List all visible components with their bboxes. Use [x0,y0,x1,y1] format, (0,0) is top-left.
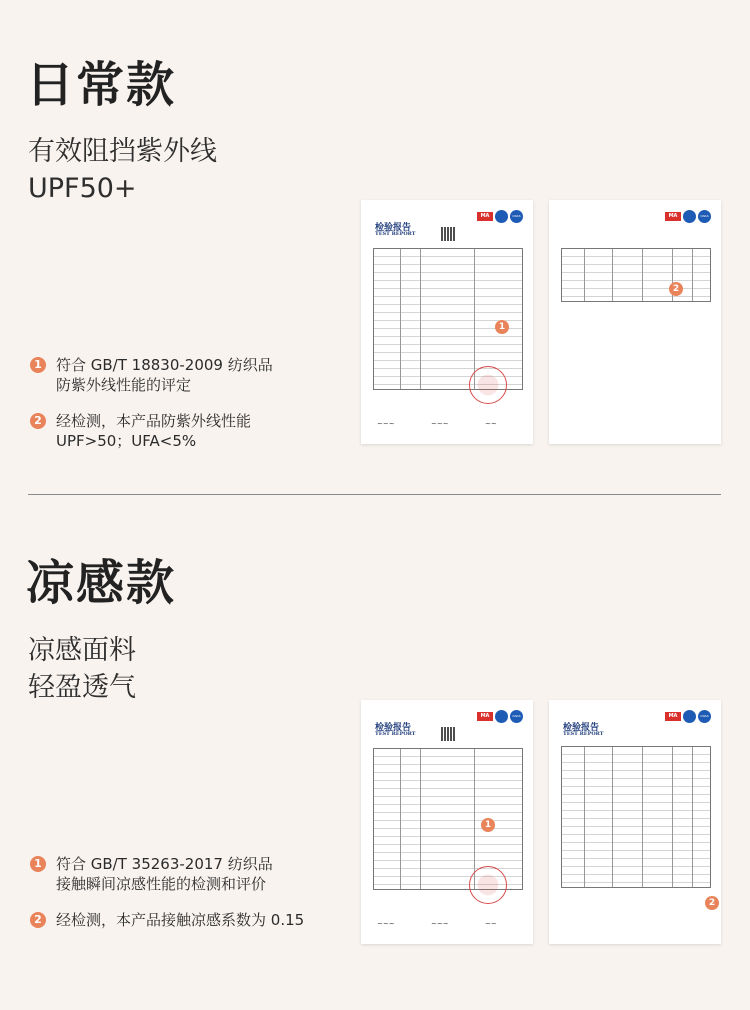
cnas-logo-icon: CNAS [510,710,523,723]
signature-icon: ~~~ [377,420,395,428]
report-title: 检验报告 [375,223,412,233]
ma-logo-icon: MA [665,212,681,221]
signature-icon: ~~~ [431,920,449,928]
point-line: 经检测，本产品防紫外线性能 [56,412,252,430]
official-seal-icon [469,866,507,904]
section-divider [28,494,721,495]
report-table [561,746,711,888]
point-line: 防紫外线性能的评定 [56,376,192,394]
test-report-page-1 [361,700,533,944]
ma-logo-icon: MA [665,712,681,721]
signature-icon: ~~~ [377,920,395,928]
point-line: 经检测，本产品接触凉感系数为 0.15 [56,911,305,929]
marker-badge: 2 [669,282,683,296]
report-title-en: TEST REPORT [375,731,416,737]
marker-badge: 1 [481,818,495,832]
subtitle-line: UPF50+ [28,173,137,204]
point-line: 符合 GB/T 35263-2017 纺织品 [56,855,273,873]
point-item [30,910,340,930]
section-heading: 凉感款 [26,555,177,611]
point-number: 2 [30,413,46,429]
subtitle-line: 轻盈透气 [28,672,136,703]
point-item [30,355,340,395]
qr-code-icon [441,727,455,741]
section-subtitle [28,632,136,706]
certification-logos [663,706,711,725]
section-subtitle [28,133,217,207]
marker-badge: 2 [705,896,719,910]
ma-logo-icon: MA [477,712,493,721]
test-report-page-2 [549,700,721,944]
report-title: 检验报告 [375,723,412,733]
subtitle-line: 有效阻挡紫外线 [28,136,217,167]
section-heading: 日常款 [26,57,177,113]
signature-icon: ~~ [485,920,497,928]
test-report-page-1 [361,200,533,444]
point-number: 1 [30,357,46,373]
ma-logo-icon: MA [477,212,493,221]
ilac-logo-icon [683,210,696,223]
section-daily [0,0,750,495]
subtitle-line: 凉感面料 [28,635,136,666]
test-report-page-2 [549,200,721,444]
qr-code-icon [441,227,455,241]
point-number: 2 [30,912,46,928]
ilac-logo-icon [683,710,696,723]
ilac-logo-icon [495,210,508,223]
certification-logos [663,206,711,225]
report-table [373,748,523,890]
cnas-logo-icon: CNAS [698,210,711,223]
report-table [561,248,711,302]
point-number: 1 [30,856,46,872]
signature-icon: ~~~ [431,420,449,428]
cnas-logo-icon: CNAS [698,710,711,723]
point-line: 符合 GB/T 18830-2009 纺织品 [56,356,273,374]
report-table [373,248,523,390]
official-seal-icon [469,366,507,404]
section-cooling [0,496,750,1010]
cnas-logo-icon: CNAS [510,210,523,223]
point-line: UPF>50；UFA<5% [56,432,197,450]
report-title: 检验报告 [563,723,600,733]
report-title-en: TEST REPORT [375,231,416,237]
point-line: 接触瞬间凉感性能的检测和评价 [56,875,267,893]
ilac-logo-icon [495,710,508,723]
marker-badge: 1 [495,320,509,334]
report-title-en: TEST REPORT [563,731,604,737]
point-item [30,411,340,451]
certification-logos [475,206,523,225]
signature-icon: ~~ [485,420,497,428]
certification-logos [475,706,523,725]
point-item [30,854,340,894]
